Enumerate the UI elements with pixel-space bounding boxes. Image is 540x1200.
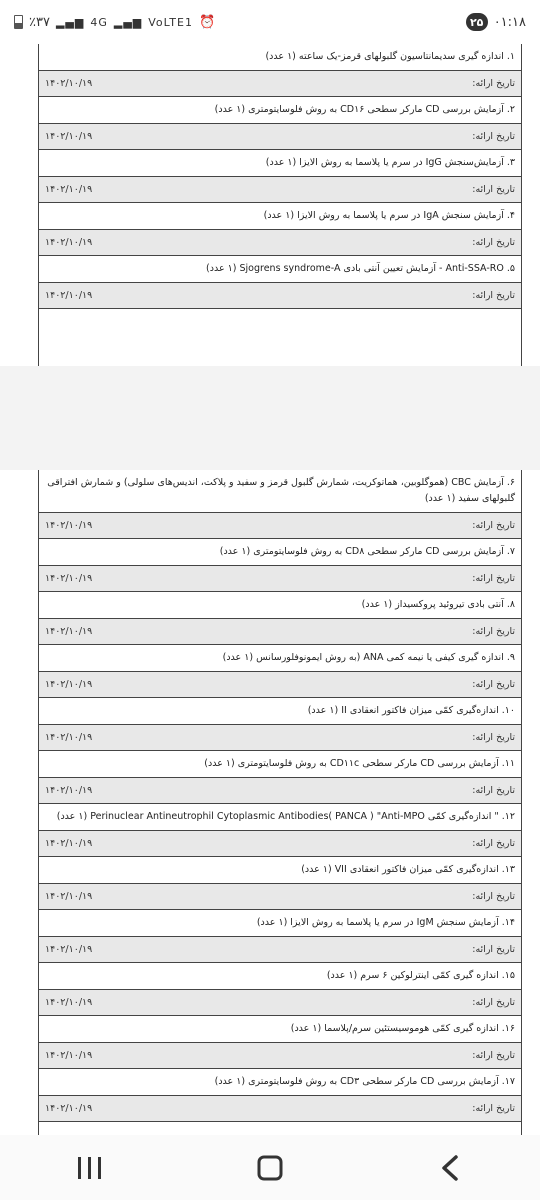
test-item-title: ۴. آزمایش سنجش IgA در سرم یا پلاسما به روش الایزا (۱ عدد) bbox=[39, 203, 521, 230]
test-item-date-row bbox=[39, 71, 521, 97]
status-right bbox=[466, 13, 526, 31]
test-item-title: ۱۶. اندازه گیری کمّی هوموسیستئین سرم/پلاسما (۱ عدد) bbox=[39, 1016, 521, 1043]
navigation-bar bbox=[0, 1135, 540, 1200]
home-button[interactable] bbox=[240, 1148, 300, 1188]
test-item-date-row bbox=[39, 513, 521, 539]
test-item-title: ۲. آزمایش بررسی CD مارکر سطحی CD۱۶ به روش فلوسایتومتری (۱ عدد) bbox=[39, 97, 521, 124]
date-value: ۱۴۰۲/۱۰/۱۹ bbox=[45, 78, 93, 89]
test-item-date-row bbox=[39, 619, 521, 645]
test-item-date-row bbox=[39, 778, 521, 804]
signal-icon-2: ▂▄▆ bbox=[113, 15, 143, 29]
page-gap bbox=[0, 366, 540, 470]
date-value: ۱۴۰۲/۱۰/۱۹ bbox=[45, 785, 93, 796]
test-item-title: ۶. آزمایش CBC (هموگلوبین، هماتوکریت، شمارش گلبول قرمز و سفید و پلاکت، اندیس‌های سلولی) و شمارش افتراقی گلبولهای سفید (۱ عدد) bbox=[39, 470, 521, 513]
signal-icon: ▂▄▆ bbox=[55, 15, 85, 29]
test-list-2 bbox=[39, 470, 521, 1122]
home-icon bbox=[256, 1154, 284, 1182]
date-label: تاریخ ارائه: bbox=[472, 1050, 515, 1061]
date-label: تاریخ ارائه: bbox=[472, 1103, 515, 1114]
recents-button[interactable] bbox=[60, 1148, 120, 1188]
date-label: تاریخ ارائه: bbox=[472, 891, 515, 902]
battery-level: ٪۳۷ bbox=[29, 14, 50, 30]
notification-badge: ۲۵ bbox=[466, 13, 488, 31]
network-type: 4G bbox=[90, 15, 108, 29]
status-bar bbox=[0, 0, 540, 44]
date-value: ۱۴۰۲/۱۰/۱۹ bbox=[45, 290, 93, 301]
date-label: تاریخ ارائه: bbox=[472, 131, 515, 142]
date-value: ۱۴۰۲/۱۰/۱۹ bbox=[45, 1103, 93, 1114]
test-item-title: ۳. آزمایش‌سنجش IgG در سرم یا پلاسما به روش الایزا (۱ عدد) bbox=[39, 150, 521, 177]
date-label: تاریخ ارائه: bbox=[472, 184, 515, 195]
test-item-title: ۱۵. اندازه گیری کمّی اینترلوکین ۶ سرم (۱ عدد) bbox=[39, 963, 521, 990]
test-item-title: ۱۳. اندازه‌گیری کمّی میزان فاکتور انعقادی VII (۱ عدد) bbox=[39, 857, 521, 884]
date-label: تاریخ ارائه: bbox=[472, 838, 515, 849]
date-value: ۱۴۰۲/۱۰/۱۹ bbox=[45, 237, 93, 248]
battery-icon bbox=[14, 15, 23, 29]
status-left bbox=[14, 15, 215, 30]
test-item-date-row bbox=[39, 177, 521, 203]
date-label: تاریخ ارائه: bbox=[472, 520, 515, 531]
date-value: ۱۴۰۲/۱۰/۱۹ bbox=[45, 131, 93, 142]
date-value: ۱۴۰۲/۱۰/۱۹ bbox=[45, 520, 93, 531]
date-value: ۱۴۰۲/۱۰/۱۹ bbox=[45, 838, 93, 849]
volte-label: VoLTE1 bbox=[148, 15, 193, 29]
test-item-date-row bbox=[39, 1043, 521, 1069]
test-item-title: ۵. Anti-SSA-RO - آزمایش تعیین آنتی بادی Sjogrens syndrome-A (۱ عدد) bbox=[39, 256, 521, 283]
document-page-2 bbox=[38, 470, 522, 1135]
recents-icon bbox=[75, 1155, 105, 1181]
date-label: تاریخ ارائه: bbox=[472, 785, 515, 796]
test-item-title: ۱۴. آزمایش سنجش IgM در سرم یا پلاسما به روش الایزا (۱ عدد) bbox=[39, 910, 521, 937]
date-value: ۱۴۰۲/۱۰/۱۹ bbox=[45, 573, 93, 584]
date-value: ۱۴۰۲/۱۰/۱۹ bbox=[45, 997, 93, 1008]
date-label: تاریخ ارائه: bbox=[472, 944, 515, 955]
test-item-date-row bbox=[39, 990, 521, 1016]
test-item-date-row bbox=[39, 725, 521, 751]
test-item-date-row bbox=[39, 124, 521, 150]
date-value: ۱۴۰۲/۱۰/۱۹ bbox=[45, 1050, 93, 1061]
date-label: تاریخ ارائه: bbox=[472, 997, 515, 1008]
test-item-date-row bbox=[39, 884, 521, 910]
back-icon bbox=[436, 1154, 464, 1182]
date-value: ۱۴۰۲/۱۰/۱۹ bbox=[45, 626, 93, 637]
date-value: ۱۴۰۲/۱۰/۱۹ bbox=[45, 184, 93, 195]
date-label: تاریخ ارائه: bbox=[472, 679, 515, 690]
date-value: ۱۴۰۲/۱۰/۱۹ bbox=[45, 732, 93, 743]
date-value: ۱۴۰۲/۱۰/۱۹ bbox=[45, 679, 93, 690]
test-item-date-row bbox=[39, 1096, 521, 1122]
test-item-date-row bbox=[39, 230, 521, 256]
test-item-title: ۱. اندازه گیری سدیمانتاسیون گلبولهای قرمز-یک ساعته (۱ عدد) bbox=[39, 44, 521, 71]
date-label: تاریخ ارائه: bbox=[472, 732, 515, 743]
test-item-title: ۱۷. آزمایش بررسی CD مارکر سطحی CD۳ به روش فلوسایتومتری (۱ عدد) bbox=[39, 1069, 521, 1096]
date-label: تاریخ ارائه: bbox=[472, 237, 515, 248]
test-item-date-row bbox=[39, 831, 521, 857]
back-button[interactable] bbox=[420, 1148, 480, 1188]
date-label: تاریخ ارائه: bbox=[472, 290, 515, 301]
clock: ۰۱:۱۸ bbox=[493, 14, 526, 30]
test-item-title: ۱۱. آزمایش بررسی CD مارکر سطحی CD۱۱c به روش فلوسایتومتری (۱ عدد) bbox=[39, 751, 521, 778]
date-label: تاریخ ارائه: bbox=[472, 573, 515, 584]
test-item-date-row bbox=[39, 672, 521, 698]
date-label: تاریخ ارائه: bbox=[472, 78, 515, 89]
test-item-title: ۸. آنتی بادی تیروئید پروکسیداز (۱ عدد) bbox=[39, 592, 521, 619]
test-item-title: ۱۰. اندازه‌گیری کمّی میزان فاکتور انعقادی II (۱ عدد) bbox=[39, 698, 521, 725]
test-item-title: ۹. اندازه گیری کیفی یا نیمه کمی ANA (به روش ایمونوفلورسانس (۱ عدد) bbox=[39, 645, 521, 672]
test-item-date-row bbox=[39, 566, 521, 592]
document-page-1 bbox=[38, 44, 522, 366]
test-item-date-row bbox=[39, 283, 521, 309]
date-label: تاریخ ارائه: bbox=[472, 626, 515, 637]
test-item-date-row bbox=[39, 937, 521, 963]
date-value: ۱۴۰۲/۱۰/۱۹ bbox=[45, 944, 93, 955]
test-item-title: ۱۲. " اندازه‌گیری کمّی Perinuclear Antineutrophil Cytoplasmic Antibodies( PANCA ) "Anti-MPO (۱ عدد) bbox=[39, 804, 521, 831]
date-value: ۱۴۰۲/۱۰/۱۹ bbox=[45, 891, 93, 902]
test-item-title: ۷. آزمایش بررسی CD مارکر سطحی CD۸ به روش فلوسایتومتری (۱ عدد) bbox=[39, 539, 521, 566]
alarm-icon: ⏰ bbox=[198, 14, 216, 30]
test-list-1 bbox=[39, 44, 521, 309]
